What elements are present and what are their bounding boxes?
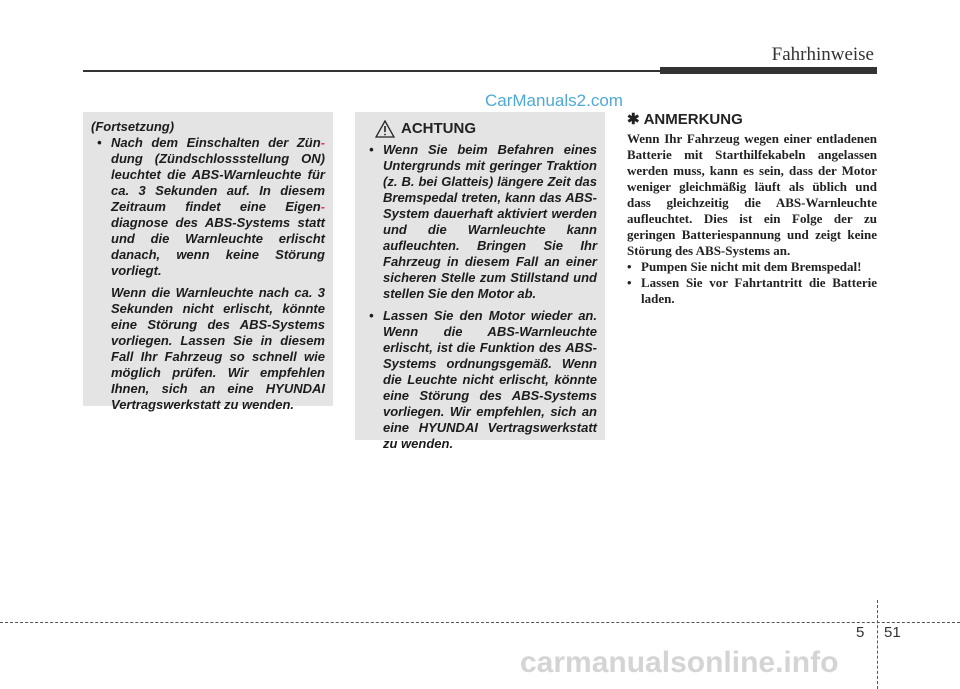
list-item: • Lassen Sie den Motor wieder an. Wenn die ABS-Warnleuchte erlischt, ist die Funktion des ABS-Systems ordnungsgemäß. Wenn die Leuchte nicht erlischt, könnte eine Störung des ABS-Systems vorliegen. Wir empfehlen, sich an eine HYUNDAI Vertragswerkstatt zu wenden. [369,308,597,451]
header-title: Fahrhinweise [771,44,874,65]
list-item: • Nach dem Einschalten der Zün- dung (Zündschlossstellung ON) leuchtet die ABS-Warnleuchte für ca. 3 Sekunden auf. In diesem Zeitraum findet eine Eigen- diagnose des ABS-Systems statt und die Warnleuchte erlischt danach, wenn keine Störung vorliegt. [97,135,325,278]
warning-header [375,120,597,138]
list-item: • Wenn Sie beim Befahren eines Untergrunds mit geringer Traktion (z. B. bei Glatteis) längere Zeit das Bremspedal treten, kann das ABS-System dauerhaft aktiviert werden und die Warnleuchte kann aufleuchten. Bringen Sie Ihr Fahrzeug in diesem Fall an einer sicheren Stelle zum Stillstand und stellen Sie den Motor ab. [369,142,597,301]
continuation-paragraph: Wenn die Warnleuchte nach ca. 3 Sekunden nicht erlischt, könnte eine Störung des ABS-Systems vorliegen. Lassen Sie in diesem Fall Ihr Fahrzeug so schnell wie möglich prüfen. Wir empfehlen Ihnen, sich an eine HYUNDAI Vertragswerkstatt zu wenden. [111,285,325,412]
chapter-number: 5 [856,624,865,641]
footer-vertical-line [877,600,878,689]
star-icon: ✱ [627,111,640,128]
warning-triangle-icon [375,120,395,138]
list-item: • Lassen Sie vor Fahrtantritt die Batterie laden. [627,275,877,306]
note-body: Wenn Ihr Fahrzeug wegen einer entladenen Batterie mit Starthilfekabeln angelassen werden muss, kann es sein, dass der Motor weniger gleichmäßig läuft als üblich und dass gleichzeitig die ABS-Warnleuchte aufleuchtet. Dies ist ein Folge der zu geringen Batteriespannung und zeigt keine Störung des ABS-Systems an. [627,131,877,258]
header-rule-thick [660,67,877,74]
watermark-bottom: carmanualsonline.info [520,646,839,679]
continuation-box [83,112,333,412]
warning-box [355,112,605,451]
note-list [627,259,877,307]
warning-title: ACHTUNG [401,120,476,137]
note-header [627,110,877,128]
continuation-label: (Fortsetzung) [91,119,175,134]
footer-dashed-line [0,622,960,623]
watermark-top: CarManuals2.com [485,91,623,110]
header-rule-thin [83,70,661,72]
bullet-mark: • [97,135,102,150]
note-section [627,110,877,307]
page-number: 51 [884,624,901,641]
list-item: • Pumpen Sie nicht mit dem Bremspedal! [627,259,862,274]
note-title: ANMERKUNG [643,110,743,128]
